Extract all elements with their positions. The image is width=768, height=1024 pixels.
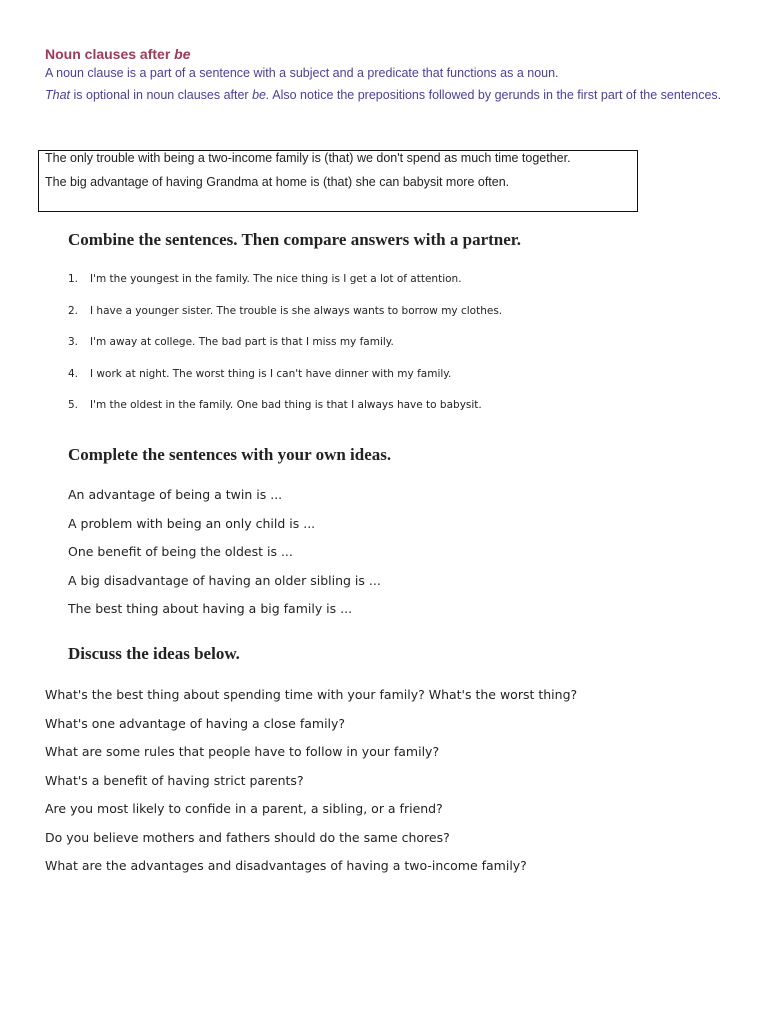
list-item (68, 368, 502, 400)
intro-definition: A noun clause is a part of a sentence with a subject and a predicate that functions as a noun. (45, 66, 559, 80)
item-text: I'm the oldest in the family. One bad thing is that I always have to babysit. (90, 399, 482, 411)
list-item (68, 399, 502, 431)
intro-rest: Also notice the prepositions followed by gerunds in the first part of the sentences. (269, 88, 722, 102)
complete-title: Complete the sentences with your own ideas. (68, 445, 392, 464)
intro-mid: is optional in noun clauses after (70, 88, 253, 102)
list-item: What's a benefit of having strict parents? (45, 772, 304, 788)
combine-list (68, 273, 502, 431)
intro-note (45, 83, 725, 107)
list-item: One benefit of being the oldest is ... (68, 544, 293, 560)
list-item: A problem with being an only child is ... (68, 515, 316, 531)
item-number: 2. (68, 304, 79, 317)
list-item: What are the advantages and disadvantages of having a two-income family? (45, 858, 527, 873)
example-sentence-1: The only trouble with being a two-income family is (that) we don't spend as much time together. (45, 151, 571, 165)
list-item: What's the best thing about spending time with your family? What's the worst thing? (45, 687, 578, 702)
list-item: An advantage of being a twin is ... (68, 487, 283, 502)
list-item: What's one advantage of having a close family? (45, 715, 346, 731)
example-box (38, 150, 638, 212)
complete-list (68, 487, 381, 630)
intro-that: That (45, 88, 71, 102)
item-number: 5. (68, 399, 79, 411)
list-item (68, 336, 502, 368)
item-text: I'm the youngest in the family. The nice thing is I get a lot of attention. (90, 273, 462, 285)
combine-title: Combine the sentences. Then compare answers with a partner. (68, 230, 522, 249)
item-number: 4. (68, 367, 79, 380)
list-item: The best thing about having a big family is ... (68, 601, 353, 617)
item-text: I have a younger sister. The trouble is she always wants to borrow my clothes. (90, 304, 503, 317)
example-sentence-2: The big advantage of having Grandma at home is (that) she can babysit more often. (45, 175, 510, 189)
item-text: I work at night. The worst thing is I can't have dinner with my family. (90, 367, 452, 380)
list-item (68, 305, 502, 337)
item-number: 3. (68, 336, 79, 348)
discuss-list (45, 687, 577, 887)
list-item: Do you believe mothers and fathers should do the same chores? (45, 829, 450, 845)
discuss-title: Discuss the ideas below. (68, 644, 240, 663)
heading-text: Noun clauses after (45, 46, 175, 62)
list-item: What are some rules that people have to follow in your family? (45, 744, 440, 759)
list-item: Are you most likely to confide in a parent, a sibling, or a friend? (45, 801, 443, 816)
intro-be: be. (252, 88, 270, 102)
heading-italic: be (174, 46, 191, 62)
list-item: A big disadvantage of having an older sibling is ... (68, 572, 381, 588)
list-item (68, 273, 502, 305)
item-text: I'm away at college. The bad part is that I miss my family. (90, 336, 394, 348)
item-number: 1. (68, 273, 79, 285)
page-heading (45, 46, 191, 62)
